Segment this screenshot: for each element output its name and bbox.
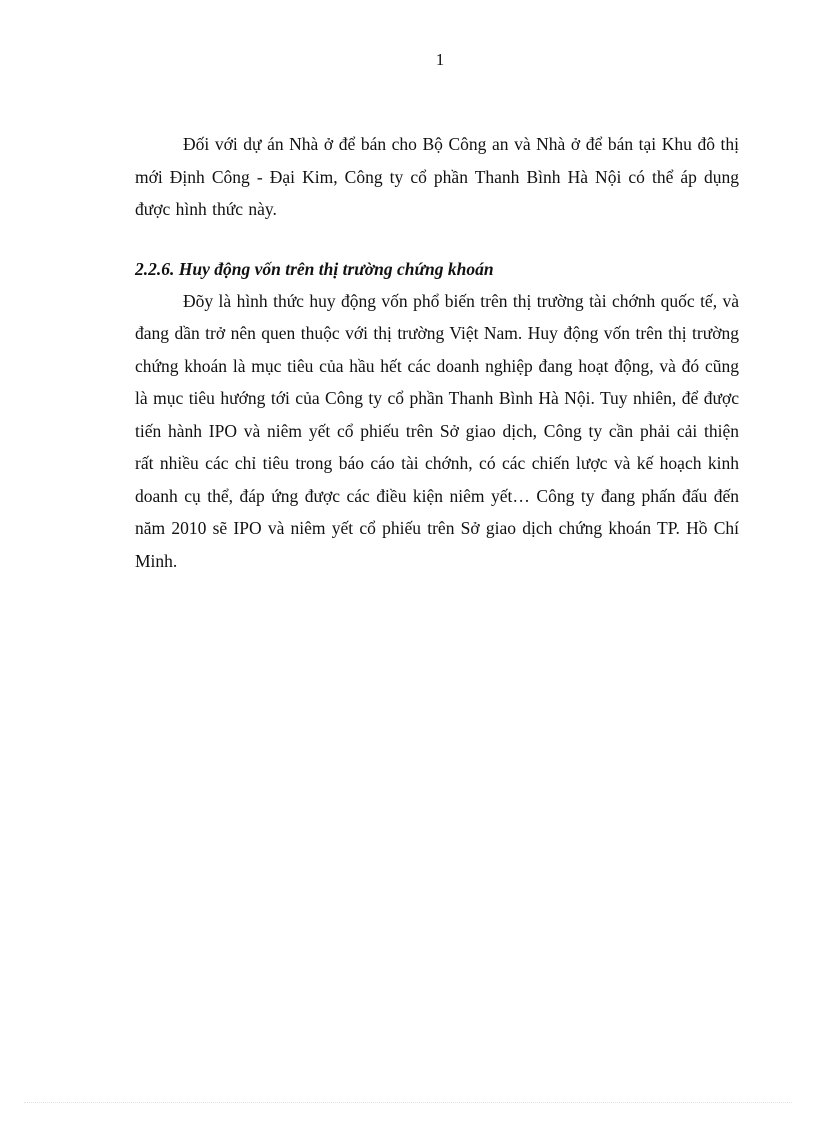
page-bottom-divider — [24, 1102, 792, 1103]
body-paragraph: Đõy là hình thức huy động vốn phổ biến trên thị trường tài chớnh quốc tế, và đang dần trở nên quen thuộc với thị trường Việt Nam. Huy động vốn trên thị trường chứng khoán là mục tiêu của hầu hết các doanh nghiệp đang hoạt động, và đó cũng là mục tiêu hướng tới của Công ty cổ phần Thanh Bình Hà Nội. Tuy nhiên, để được tiến hành IPO và niêm yết cổ phiếu trên Sở giao dịch, Công ty cần phải cải thiện rất nhiều các chỉ tiêu trong báo cáo tài chớnh, có các chiến lược và kế hoạch kinh doanh cụ thể, đáp ứng được các điều kiện niêm yết… Công ty đang phấn đấu đến năm 2010 sẽ IPO và niêm yết cổ phiếu trên Sở giao dịch chứng khoán TP. Hồ Chí Minh. — [135, 290, 739, 571]
document-body — [135, 128, 739, 577]
intro-paragraph: Đối với dự án Nhà ở để bán cho Bộ Công an và Nhà ở để bán tại Khu đô thị mới Định Công - Đại Kim, Công ty cổ phần Thanh Bình Hà Nội có thể áp dụng được hình thức này. — [135, 134, 739, 219]
page-number: 1 — [435, 50, 445, 69]
section-heading: 2.2.6. Huy động vốn trên thị trường chứng khoán — [135, 258, 494, 279]
